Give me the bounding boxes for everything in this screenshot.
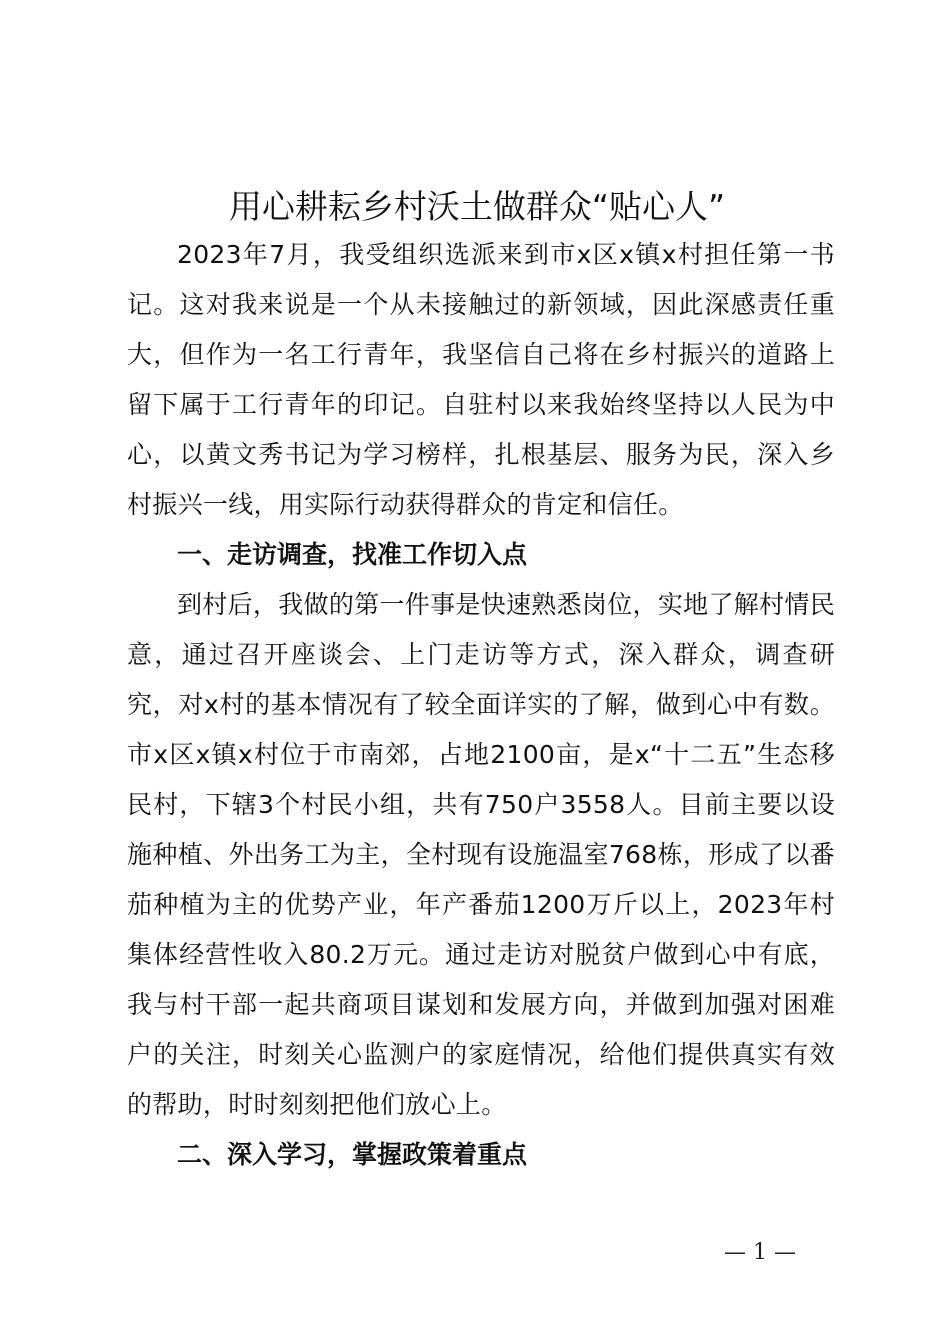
body-paragraph: 2023年7月，我受组织选派来到市x区x镇x村担任第一书记。这对我来说是一个从未接触过的新领域，因此深感责任重大，但作为一名工行青年，我坚信自己将在乡村振兴的道路上留下属于工行青年的印记。自驻村以来我始终坚持以人民为中心，以黄文秀书记为学习榜样，扎根基层、服务为民，深入乡村振兴一线，用实际行动获得群众的肯定和信任。 — [127, 240, 835, 519]
section-heading: 二、深入学习，掌握政策着重点 — [177, 1140, 528, 1169]
document-body — [127, 230, 835, 1180]
body-paragraph: 到村后，我做的第一件事是快速熟悉岗位，实地了解村情民意，通过召开座谈会、上门走访等方式，深入群众，调查研究，对x村的基本情况有了较全面详实的了解，做到心中有数。市x区x镇x村位于市南郊，占地2100亩，是x“十二五”生态移民村，下辖3个村民小组，共有750户3558人。目前主要以设施种植、外出务工为主，全村现有设施温室768栋，形成了以番茄种植为主的优势产业，年产番茄1200万斤以上，2023年村集体经营性收入80.2万元。通过走访对脱贫户做到心中有底，我与村干部一起共商项目谋划和发展方向，并做到加强对困难户的关注，时刻关心监测户的家庭情况，给他们提供真实有效的帮助，时时刻刻把他们放心上。 — [127, 590, 835, 1119]
section-heading: 一、走访调查，找准工作切入点 — [177, 540, 528, 569]
document-title: 用心耕耘乡村沃土做群众“贴心人” — [228, 187, 726, 226]
page-number: — 1 — — [724, 1240, 796, 1265]
